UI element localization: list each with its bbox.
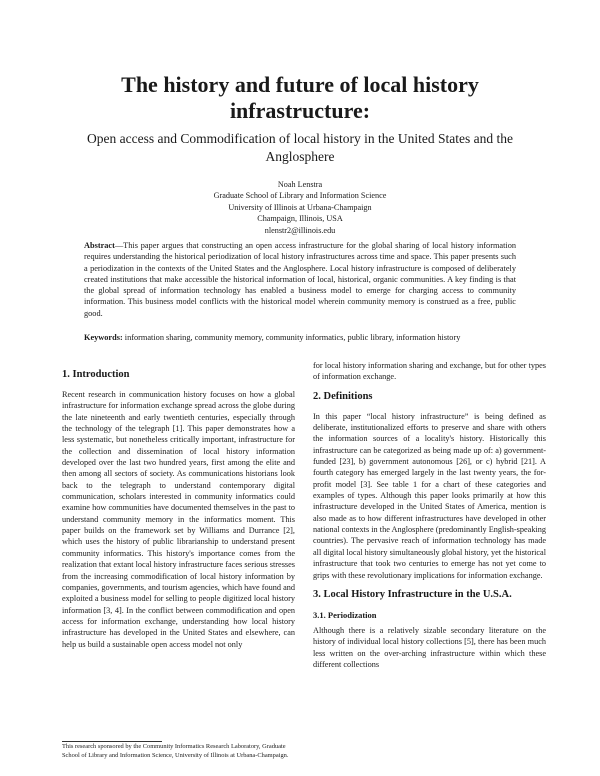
author-email: nlenstr2@illinois.edu — [264, 225, 336, 235]
author-block — [150, 179, 450, 236]
right-column — [313, 360, 546, 670]
author-affiliation-university: University of Illinois at Urbana-Champaign — [228, 202, 372, 212]
section-1-body: Recent research in communication history focuses on how a global infrastructure for information exchange spread across the globe during the late nineteenth and early twentieth centuries, especially through the technology of the telegraph [1]. This paper demonstrates how a less systematic, but nonetheless critically important, infrastructure for the collection and dissemination of local history information developed over the last two hundred years, first among the elite and then among all sectors of society. As communications historians look back to the telegraph to understand contemporary digital communication, scholars interested in community informatics could examine how communities have documented themselves in the past to understand community memory in the informatics moment. This paper builds on the framework set by Williams and Durrance [2], which uses the history of public librarianship to understand present community informatics. This history's importance comes from the realization that extant local history infrastructure faces serious stresses from the increasing commodification of local history information by companies, governments, and tourism agencies, which have found and exploited a business model for selling to people digitized local history information [3, 4]. In the conflict between commodification and open access for information exchange, understanding how local history infrastructure has developed in the United States and elsewhere, can help us build a sustainable open access model not only — [62, 390, 295, 649]
section-3-heading: 3. Local History Infrastructure in the U.S.A. — [313, 588, 512, 600]
abstract-label: Abstract — [84, 241, 115, 250]
left-column — [62, 368, 295, 650]
keywords — [84, 332, 516, 343]
author-city: Champaign, Illinois, USA — [257, 214, 343, 224]
section-2-heading: 2. Definitions — [313, 390, 373, 402]
section-3-1-body: Although there is a relatively sizable secondary literature on the history of individual local history collections [5], there has been much less written on the over-arching infrastructure within which these different collections — [313, 625, 546, 669]
author-name: Noah Lenstra — [277, 180, 323, 189]
section-2-body: In this paper “local history infrastructure” is being defined as deliberate, institutionalized efforts to preserve and share with others the information sources of a locality's history. Historically this infrastructure can be categorized as being made up of: a) government-funded [23], b) government autonomous [26], or c) hybrid [21]. A fourth category has emerged largely in the last twenty years, the for-profit model [3]. See table 1 for a chart of these categories and examples of types. Although this paper looks primarily at how this infrastructure developed in the United States of America, mention is also made as to how different infrastructures have developed in other national contexts in the Anglosphere (predominantly English-speaking countries). The pervasive reach of information technology has made all digital local history simultaneously global history, yet the historical infrastructure that took two centuries to emerge has not yet come to grips with these revolutionary implications for information exchange. — [313, 411, 546, 580]
footnote-divider — [62, 741, 162, 742]
author-affiliation-school: Graduate School of Library and Information Science — [213, 191, 387, 201]
abstract — [84, 240, 516, 319]
footnote: This research sponsored by the Community Informatics Research Laboratory, Graduate School of Library and Information Science, University of Illinois at Urbana-Champaign. — [62, 743, 289, 759]
keywords-text: information sharing, community memory, community informatics, public library, information history — [122, 333, 461, 342]
keywords-label: Keywords: — [84, 333, 123, 342]
section-1-heading: 1. Introduction — [62, 369, 130, 380]
abstract-text: —This paper argues that constructing an open access infrastructure for the global sharing of local history information requires understanding the historical periodization of local history infrastructures across time and space. This paper presents such a periodization in the contexts of the United States and the Anglosphere. Local history infrastructure is composed of deliberately created institutions that make accessible the historical information of local, historical, organic communities. A key finding is that the global spread of information technology has enabled a business model to emerge for charging access to community information. This business model conflicts with the historical model wherein community memory is construed as a free, public good. — [84, 241, 516, 318]
section-3-1-heading: 3.1. Periodization — [313, 609, 377, 620]
section-1-continued: for local history information sharing and exchange, but for other types of information exchange. — [313, 361, 546, 382]
paper-subtitle: Open access and Commodification of local history in the United States and the Anglosphere — [87, 131, 513, 164]
paper-title: The history and future of local history infrastructure: — [121, 72, 479, 123]
